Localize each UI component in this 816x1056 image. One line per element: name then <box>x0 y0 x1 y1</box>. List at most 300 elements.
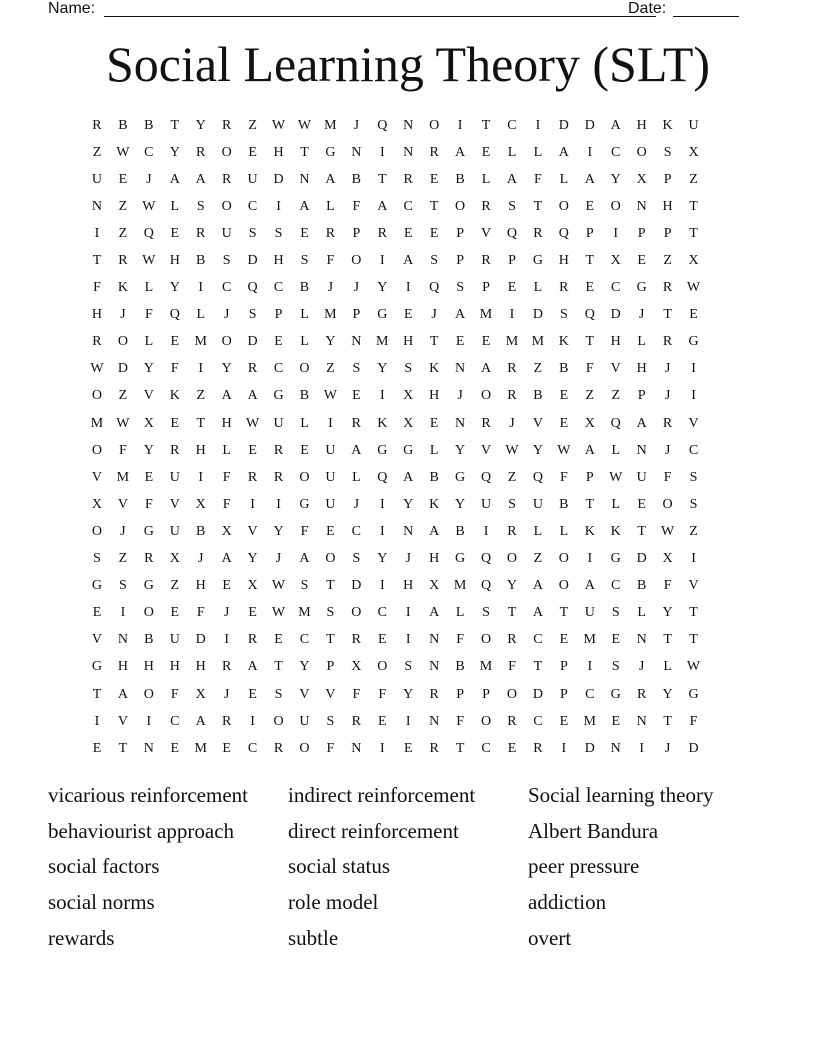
grid-letter[interactable]: I <box>276 198 281 214</box>
grid-letter[interactable]: E <box>352 388 361 404</box>
grid-letter[interactable]: R <box>221 171 232 187</box>
grid-letter[interactable]: U <box>532 496 543 512</box>
grid-letter[interactable]: R <box>403 171 413 187</box>
grid-letter[interactable]: Z <box>118 225 128 241</box>
grid-letter[interactable]: Y <box>403 686 414 702</box>
grid-letter[interactable]: W <box>686 280 701 296</box>
grid-letter[interactable]: E <box>274 334 283 350</box>
grid-letter[interactable]: H <box>610 334 621 350</box>
grid-letter[interactable]: W <box>297 117 312 133</box>
grid-letter[interactable]: R <box>429 686 439 702</box>
grid-letter[interactable]: H <box>143 659 154 675</box>
grid-letter[interactable]: Y <box>377 551 388 567</box>
grid-letter[interactable]: Q <box>480 578 492 594</box>
grid-letter[interactable]: X <box>195 686 206 702</box>
grid-letter[interactable]: O <box>610 198 621 214</box>
grid-letter[interactable]: B <box>299 388 310 404</box>
grid-letter[interactable]: C <box>273 280 284 296</box>
grid-letter[interactable]: D <box>558 117 569 133</box>
grid-letter[interactable]: T <box>689 198 698 214</box>
grid-letter[interactable]: O <box>351 605 362 621</box>
grid-letter[interactable]: T <box>559 605 569 621</box>
grid-letter[interactable]: R <box>481 415 491 431</box>
grid-letter[interactable]: E <box>559 713 569 729</box>
grid-letter[interactable]: I <box>379 523 385 539</box>
grid-letter[interactable]: H <box>169 659 180 675</box>
grid-letter[interactable]: R <box>221 117 232 133</box>
grid-letter[interactable]: I <box>535 117 541 133</box>
grid-letter[interactable]: V <box>325 686 336 702</box>
grid-letter[interactable]: D <box>195 632 206 648</box>
grid-letter[interactable]: X <box>636 171 647 187</box>
grid-letter[interactable]: I <box>509 307 515 323</box>
grid-letter[interactable]: V <box>143 388 154 404</box>
grid-letter[interactable]: F <box>378 686 387 702</box>
grid-letter[interactable]: R <box>507 388 517 404</box>
grid-letter[interactable]: L <box>455 605 465 621</box>
grid-letter[interactable]: B <box>351 171 362 187</box>
grid-letter[interactable]: I <box>198 469 204 485</box>
grid-letter[interactable]: F <box>144 307 153 323</box>
grid-letter[interactable]: Y <box>299 659 310 675</box>
grid-letter[interactable]: U <box>221 225 232 241</box>
grid-letter[interactable]: X <box>610 253 621 269</box>
grid-letter[interactable]: N <box>429 659 440 675</box>
grid-letter[interactable]: O <box>558 198 569 214</box>
grid-letter[interactable]: L <box>300 307 309 323</box>
grid-letter[interactable]: K <box>429 361 440 377</box>
grid-letter[interactable]: E <box>637 496 646 512</box>
grid-letter[interactable]: E <box>118 171 128 187</box>
grid-letter[interactable]: Y <box>455 496 466 512</box>
grid-letter[interactable]: F <box>222 469 231 485</box>
grid-letter[interactable]: E <box>689 307 698 323</box>
grid-letter[interactable]: D <box>610 307 621 323</box>
grid-letter[interactable]: E <box>559 388 569 404</box>
grid-letter[interactable]: Q <box>558 225 569 241</box>
grid-letter[interactable]: S <box>274 686 283 702</box>
grid-letter[interactable]: F <box>222 496 231 512</box>
grid-letter[interactable]: A <box>195 713 206 729</box>
grid-letter[interactable]: I <box>379 253 385 269</box>
grid-letter[interactable]: O <box>351 253 362 269</box>
grid-letter[interactable]: N <box>610 740 621 756</box>
grid-letter[interactable]: U <box>299 713 310 729</box>
grid-letter[interactable]: M <box>324 117 337 133</box>
grid-letter[interactable]: O <box>480 632 492 648</box>
grid-letter[interactable]: R <box>144 551 154 567</box>
grid-letter[interactable]: L <box>352 469 361 485</box>
grid-letter[interactable]: N <box>636 632 647 648</box>
grid-letter[interactable]: E <box>300 225 309 241</box>
grid-letter[interactable]: U <box>169 632 180 648</box>
grid-letter[interactable]: J <box>638 307 645 323</box>
grid-letter[interactable]: J <box>223 307 230 323</box>
grid-letter[interactable]: E <box>403 225 413 241</box>
grid-letter[interactable]: C <box>585 686 595 702</box>
grid-letter[interactable]: E <box>222 578 231 594</box>
grid-letter[interactable]: F <box>196 605 205 621</box>
grid-letter[interactable]: E <box>170 225 180 241</box>
grid-letter[interactable]: B <box>144 632 154 648</box>
grid-letter[interactable]: O <box>91 523 103 539</box>
grid-letter[interactable]: H <box>636 361 647 377</box>
grid-letter[interactable]: J <box>664 361 671 377</box>
grid-letter[interactable]: I <box>639 740 644 756</box>
grid-letter[interactable]: F <box>170 361 179 377</box>
grid-letter[interactable]: T <box>274 659 283 675</box>
grid-letter[interactable]: R <box>221 659 232 675</box>
grid-letter[interactable]: A <box>325 171 336 187</box>
grid-letter[interactable]: B <box>299 280 310 296</box>
grid-letter[interactable]: P <box>585 469 594 485</box>
grid-letter[interactable]: B <box>196 523 206 539</box>
grid-letter[interactable]: D <box>532 686 543 702</box>
grid-letter[interactable]: Y <box>221 361 232 377</box>
grid-letter[interactable]: T <box>663 632 672 648</box>
grid-letter[interactable]: I <box>379 144 385 160</box>
grid-letter[interactable]: P <box>352 225 361 241</box>
grid-letter[interactable]: J <box>223 686 230 702</box>
grid-letter[interactable]: M <box>531 334 545 350</box>
grid-letter[interactable]: L <box>170 198 180 214</box>
grid-letter[interactable]: V <box>688 415 699 431</box>
grid-letter[interactable]: N <box>143 740 154 756</box>
grid-letter[interactable]: L <box>300 334 309 350</box>
grid-letter[interactable]: A <box>403 469 414 485</box>
grid-letter[interactable]: S <box>508 198 516 214</box>
grid-letter[interactable]: G <box>532 253 543 269</box>
grid-letter[interactable]: C <box>533 713 543 729</box>
grid-letter[interactable]: T <box>533 198 543 214</box>
grid-letter[interactable]: B <box>559 496 569 512</box>
grid-letter[interactable]: S <box>326 605 335 621</box>
grid-letter[interactable]: E <box>585 198 595 214</box>
grid-letter[interactable]: B <box>118 117 128 133</box>
grid-letter[interactable]: Y <box>273 523 284 539</box>
grid-letter[interactable]: J <box>197 551 204 567</box>
grid-letter[interactable]: I <box>94 713 100 729</box>
grid-letter[interactable]: T <box>585 496 595 512</box>
grid-letter[interactable]: O <box>91 442 103 458</box>
grid-letter[interactable]: H <box>221 415 232 431</box>
grid-letter[interactable]: Z <box>92 144 102 160</box>
grid-letter[interactable]: T <box>585 334 595 350</box>
grid-letter[interactable]: F <box>663 469 672 485</box>
grid-letter[interactable]: E <box>248 605 257 621</box>
grid-letter[interactable]: G <box>299 496 310 512</box>
grid-letter[interactable]: D <box>351 578 362 594</box>
grid-letter[interactable]: G <box>325 144 336 160</box>
grid-letter[interactable]: H <box>403 578 414 594</box>
grid-letter[interactable]: C <box>144 144 154 160</box>
grid-letter[interactable]: O <box>221 144 232 160</box>
grid-letter[interactable]: R <box>273 740 284 756</box>
grid-letter[interactable]: A <box>532 605 543 621</box>
grid-letter[interactable]: Z <box>689 523 698 539</box>
grid-letter[interactable]: B <box>455 523 465 539</box>
grid-letter[interactable]: P <box>456 253 464 269</box>
grid-letter[interactable]: L <box>196 307 205 323</box>
grid-letter[interactable]: I <box>405 280 411 296</box>
grid-letter[interactable]: J <box>275 551 282 567</box>
grid-letter[interactable]: B <box>559 361 569 377</box>
grid-letter[interactable]: P <box>326 659 335 675</box>
grid-letter[interactable]: Y <box>325 334 336 350</box>
grid-letter[interactable]: B <box>429 469 439 485</box>
grid-letter[interactable]: F <box>559 469 568 485</box>
grid-letter[interactable]: Z <box>326 361 335 377</box>
grid-letter[interactable]: R <box>481 198 491 214</box>
grid-letter[interactable]: Z <box>611 388 620 404</box>
grid-letter[interactable]: A <box>117 686 128 702</box>
grid-letter[interactable]: S <box>196 198 205 214</box>
grid-letter[interactable]: O <box>143 605 154 621</box>
grid-letter[interactable]: P <box>482 686 490 702</box>
grid-letter[interactable]: I <box>561 740 567 756</box>
grid-letter[interactable]: M <box>583 713 596 729</box>
grid-letter[interactable]: Y <box>377 361 388 377</box>
grid-letter[interactable]: P <box>559 686 568 702</box>
grid-letter[interactable]: T <box>689 632 698 648</box>
grid-letter[interactable]: T <box>326 578 335 594</box>
grid-letter[interactable]: Y <box>455 442 466 458</box>
grid-letter[interactable]: F <box>352 686 361 702</box>
grid-letter[interactable]: R <box>92 334 102 350</box>
grid-letter[interactable]: R <box>377 225 387 241</box>
grid-letter[interactable]: A <box>636 415 647 431</box>
grid-letter[interactable]: V <box>299 686 310 702</box>
grid-letter[interactable]: K <box>429 496 440 512</box>
grid-letter[interactable]: F <box>326 253 335 269</box>
grid-letter[interactable]: U <box>91 171 103 187</box>
grid-letter[interactable]: L <box>326 198 335 214</box>
grid-letter[interactable]: Y <box>610 171 621 187</box>
grid-letter[interactable]: Y <box>506 578 518 594</box>
grid-letter[interactable]: B <box>144 117 154 133</box>
grid-letter[interactable]: L <box>429 442 439 458</box>
grid-letter[interactable]: C <box>507 117 517 133</box>
grid-letter[interactable]: R <box>170 442 180 458</box>
grid-letter[interactable]: N <box>299 171 310 187</box>
grid-letter[interactable]: Z <box>118 551 128 567</box>
grid-letter[interactable]: F <box>456 632 464 648</box>
grid-letter[interactable]: A <box>247 659 258 675</box>
grid-letter[interactable]: S <box>300 253 309 269</box>
grid-letter[interactable]: R <box>507 361 517 377</box>
grid-letter[interactable]: T <box>689 605 698 621</box>
grid-letter[interactable]: C <box>688 442 699 458</box>
grid-letter[interactable]: I <box>405 632 411 648</box>
grid-letter[interactable]: E <box>170 605 180 621</box>
grid-letter[interactable]: T <box>663 713 672 729</box>
grid-letter[interactable]: N <box>455 415 466 431</box>
grid-letter[interactable]: O <box>636 144 647 160</box>
grid-letter[interactable]: E <box>507 280 517 296</box>
grid-letter[interactable]: O <box>299 469 310 485</box>
grid-letter[interactable]: J <box>509 415 515 431</box>
grid-letter[interactable]: J <box>353 280 360 296</box>
grid-letter[interactable]: R <box>533 225 543 241</box>
grid-letter[interactable]: O <box>273 713 284 729</box>
grid-letter[interactable]: N <box>403 144 414 160</box>
grid-letter[interactable]: V <box>117 496 128 512</box>
grid-letter[interactable]: X <box>91 496 103 512</box>
grid-letter[interactable]: I <box>224 632 229 648</box>
grid-letter[interactable]: E <box>403 740 413 756</box>
grid-letter[interactable]: A <box>221 551 232 567</box>
grid-letter[interactable]: A <box>455 144 466 160</box>
grid-letter[interactable]: U <box>325 469 336 485</box>
grid-letter[interactable]: F <box>326 740 335 756</box>
grid-letter[interactable]: A <box>584 442 595 458</box>
grid-letter[interactable]: N <box>351 334 362 350</box>
grid-letter[interactable]: I <box>198 361 204 377</box>
grid-letter[interactable]: X <box>429 578 440 594</box>
grid-letter[interactable]: C <box>481 740 491 756</box>
grid-letter[interactable]: U <box>584 605 595 621</box>
grid-letter[interactable]: W <box>660 523 675 539</box>
grid-letter[interactable]: W <box>323 388 338 404</box>
grid-letter[interactable]: M <box>583 632 596 648</box>
grid-letter[interactable]: L <box>663 659 672 675</box>
grid-letter[interactable]: T <box>663 307 672 323</box>
grid-letter[interactable]: O <box>455 198 466 214</box>
grid-letter[interactable]: S <box>689 496 698 512</box>
grid-letter[interactable]: Z <box>689 171 698 187</box>
grid-letter[interactable]: C <box>247 740 258 756</box>
grid-letter[interactable]: G <box>636 280 647 296</box>
grid-letter[interactable]: I <box>379 496 385 512</box>
grid-letter[interactable]: Z <box>118 198 128 214</box>
grid-letter[interactable]: T <box>455 740 465 756</box>
grid-letter[interactable]: O <box>662 496 673 512</box>
grid-letter[interactable]: G <box>688 334 699 350</box>
grid-letter[interactable]: A <box>455 307 466 323</box>
grid-letter[interactable]: N <box>429 632 440 648</box>
grid-letter[interactable]: N <box>636 713 647 729</box>
grid-letter[interactable]: O <box>377 659 388 675</box>
grid-letter[interactable]: W <box>245 415 260 431</box>
grid-letter[interactable]: Q <box>377 117 388 133</box>
date-field[interactable] <box>673 0 739 17</box>
grid-letter[interactable]: T <box>429 198 439 214</box>
grid-letter[interactable]: D <box>247 253 258 269</box>
grid-letter[interactable]: P <box>637 388 646 404</box>
grid-letter[interactable]: O <box>299 361 310 377</box>
grid-letter[interactable]: C <box>299 632 310 648</box>
grid-letter[interactable]: L <box>637 605 646 621</box>
grid-letter[interactable]: V <box>117 713 128 729</box>
grid-letter[interactable]: H <box>429 388 440 404</box>
grid-letter[interactable]: Q <box>506 225 518 241</box>
grid-letter[interactable]: E <box>248 144 257 160</box>
grid-letter[interactable]: O <box>143 686 154 702</box>
grid-letter[interactable]: W <box>686 659 701 675</box>
grid-letter[interactable]: O <box>221 334 232 350</box>
grid-letter[interactable]: H <box>169 253 180 269</box>
grid-letter[interactable]: G <box>91 578 103 594</box>
grid-letter[interactable]: U <box>325 496 336 512</box>
grid-letter[interactable]: L <box>144 280 154 296</box>
grid-letter[interactable]: G <box>143 578 154 594</box>
grid-letter[interactable]: V <box>91 469 103 485</box>
grid-letter[interactable]: E <box>481 334 491 350</box>
grid-letter[interactable]: S <box>430 253 439 269</box>
grid-letter[interactable]: B <box>455 659 465 675</box>
grid-letter[interactable]: R <box>559 280 569 296</box>
grid-letter[interactable]: S <box>93 551 101 567</box>
grid-letter[interactable]: U <box>636 469 647 485</box>
grid-letter[interactable]: H <box>117 659 128 675</box>
grid-letter[interactable]: X <box>403 415 414 431</box>
grid-letter[interactable]: I <box>483 523 489 539</box>
grid-letter[interactable]: W <box>90 361 104 377</box>
grid-letter[interactable]: X <box>247 578 258 594</box>
grid-letter[interactable]: A <box>429 605 440 621</box>
grid-letter[interactable]: Q <box>247 280 258 296</box>
grid-letter[interactable]: R <box>221 713 232 729</box>
grid-letter[interactable]: U <box>169 469 180 485</box>
grid-letter[interactable]: O <box>117 334 128 350</box>
grid-letter[interactable]: N <box>117 632 128 648</box>
grid-letter[interactable]: E <box>326 523 335 539</box>
grid-letter[interactable]: I <box>405 605 411 621</box>
grid-letter[interactable]: L <box>507 144 517 160</box>
grid-letter[interactable]: Y <box>169 280 180 296</box>
grid-letter[interactable]: S <box>222 253 231 269</box>
grid-letter[interactable]: E <box>429 415 439 431</box>
grid-letter[interactable]: E <box>559 632 569 648</box>
grid-letter[interactable]: G <box>455 551 466 567</box>
grid-letter[interactable]: Z <box>170 578 180 594</box>
grid-letter[interactable]: S <box>611 659 620 675</box>
grid-letter[interactable]: C <box>611 280 621 296</box>
grid-letter[interactable]: B <box>533 388 543 404</box>
grid-letter[interactable]: I <box>198 280 204 296</box>
grid-letter[interactable]: L <box>559 523 569 539</box>
grid-letter[interactable]: A <box>480 361 492 377</box>
grid-letter[interactable]: S <box>404 361 413 377</box>
grid-letter[interactable]: S <box>352 361 361 377</box>
grid-letter[interactable]: S <box>326 713 335 729</box>
grid-letter[interactable]: R <box>429 144 439 160</box>
grid-letter[interactable]: P <box>482 280 490 296</box>
grid-letter[interactable]: Y <box>662 605 673 621</box>
grid-letter[interactable]: Y <box>143 442 154 458</box>
grid-letter[interactable]: A <box>299 551 310 567</box>
grid-letter[interactable]: D <box>584 117 595 133</box>
grid-letter[interactable]: R <box>351 415 362 431</box>
grid-letter[interactable]: J <box>353 117 360 133</box>
grid-letter[interactable]: I <box>120 605 126 621</box>
grid-letter[interactable]: I <box>250 496 255 512</box>
grid-letter[interactable]: R <box>507 713 517 729</box>
grid-letter[interactable]: M <box>479 307 493 323</box>
grid-letter[interactable]: O <box>221 198 232 214</box>
grid-letter[interactable]: W <box>557 442 571 458</box>
grid-letter[interactable]: O <box>480 388 492 404</box>
grid-letter[interactable]: E <box>481 144 491 160</box>
grid-letter[interactable]: V <box>480 225 492 241</box>
grid-letter[interactable]: F <box>689 713 698 729</box>
grid-letter[interactable]: U <box>273 415 284 431</box>
grid-letter[interactable]: A <box>558 144 569 160</box>
grid-letter[interactable]: F <box>352 198 361 214</box>
grid-letter[interactable]: R <box>429 740 439 756</box>
grid-letter[interactable]: O <box>325 551 336 567</box>
grid-letter[interactable]: S <box>300 578 309 594</box>
